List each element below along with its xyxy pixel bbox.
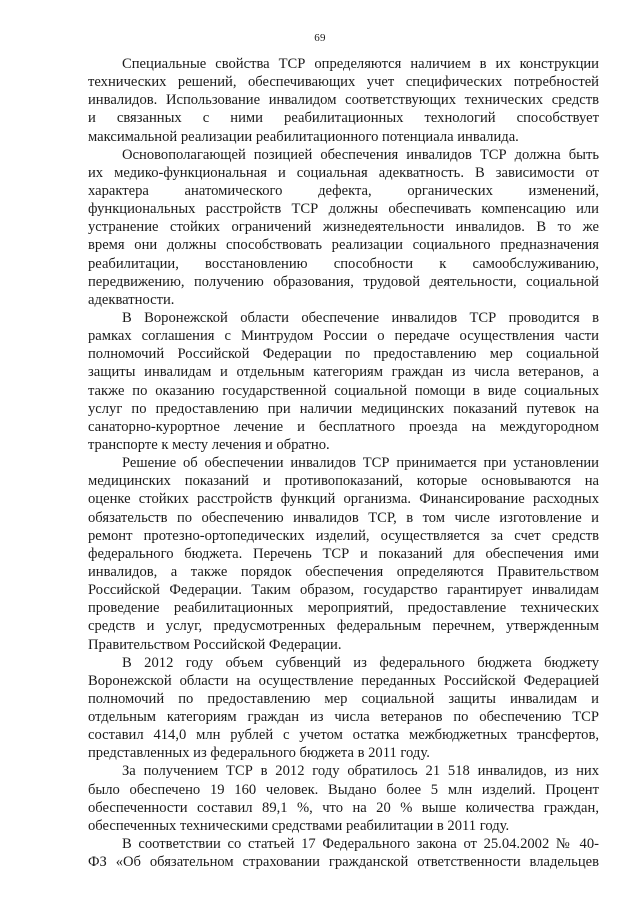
text-line: отдельным категориям граждан из числа ветеранов по обеспечению ТСР: [88, 709, 599, 726]
text-line: федерального бюджета. Перечень ТСР и показаний для обеспечения ими: [88, 545, 599, 562]
text-line: обеспеченных техническими средствами реабилитации в 2011 году.: [88, 817, 510, 834]
text-line: их медико-функциональная и социальная адекватность. В зависимости от: [88, 164, 599, 181]
paragraph-tsr-special-properties: [88, 55, 599, 146]
text-line: медицинских показаний и противопоказаний, которые основываются на: [88, 473, 599, 490]
text-line: характера анатомического дефекта, органических изменений,: [88, 182, 599, 199]
text-line: Российской Федерации. Таким образом, государство гарантирует инвалидам: [88, 582, 599, 599]
text-line: защиты инвалидам и отдельным категориям граждан из числа ветеранов, а: [88, 364, 599, 381]
text-line: транспорте к месту лечения и обратно.: [88, 436, 330, 453]
document-body: [88, 55, 599, 871]
text-line: проведение реабилитационных мероприятий, предоставление технических: [88, 600, 599, 617]
text-line: максимальной реализации реабилитационного потенциала инвалида.: [88, 128, 519, 145]
text-line: также по оказанию государственной социальной помощи в виде социальных: [88, 382, 599, 399]
text-line: Специальные свойства ТСР определяются наличием в их конструкции: [122, 56, 599, 72]
paragraph-tsr-adequacy: [88, 146, 599, 309]
paragraph-2012-statistics: [88, 762, 599, 835]
text-line: оценке стойких расстройств функций организма. Финансирование расходных: [88, 491, 599, 508]
paragraph-tsr-decision: [88, 454, 599, 654]
text-line: полномочий Российской Федерации по предоставлению мер социальной: [88, 346, 599, 363]
text-line: Решение об обеспечении инвалидов ТСР принимается при установлении: [122, 455, 599, 472]
text-line: За получением ТСР в 2012 году обратилось 21 518 инвалидов, из них: [122, 763, 599, 780]
text-line: время они должны способствовать реализации социального предназначения: [88, 237, 599, 254]
text-line: представленных из федерального бюджета в 2011 году.: [88, 745, 430, 762]
paragraph-federal-law-reference: [88, 835, 599, 871]
text-line: функциональных расстройств ТСР должны обеспечивать компенсацию или: [88, 201, 599, 218]
page-number: 69: [314, 32, 326, 44]
text-line: ремонт протезно-ортопедических изделий, осуществляется за счет средств: [88, 527, 599, 544]
text-line: В соответствии со статьей 17 Федерального закона от 25.04.2002 № 40-: [122, 836, 599, 853]
text-line: технических решений, обеспечивающих учет специфических потребностей: [88, 74, 599, 91]
paragraph-2012-subventions: [88, 654, 599, 763]
text-line: инвалидов. Использование инвалидом соответствующих технических средств: [88, 92, 599, 109]
text-line: Правительством Российской Федерации.: [88, 636, 342, 653]
text-line: инвалидов, а также порядок обеспечения определяются Правительством: [88, 563, 599, 580]
text-line: Основополагающей позицией обеспечения инвалидов ТСР должна быть: [122, 146, 599, 163]
text-line: было обеспечено 19 160 человек. Выдано более 5 млн изделий. Процент: [88, 781, 599, 798]
text-line: устранение стойких ограничений жизнедеятельности инвалидов. В то же: [88, 219, 599, 236]
text-line: В Воронежской области обеспечение инвалидов ТСР проводится в: [122, 309, 599, 326]
text-line: составил 414,0 млн рублей с учетом остатка межбюджетных трансфертов,: [88, 727, 599, 744]
text-line: и связанных с ними реабилитационных технологий способствует: [88, 110, 599, 127]
text-line: ФЗ «Об обязательном страховании гражданской ответственности владельцев: [88, 854, 599, 871]
text-line: обязательств по обеспечению инвалидов ТСР, в том числе изготовление и: [88, 509, 599, 526]
text-line: адекватности.: [88, 291, 175, 308]
text-line: Воронежской области на осуществление переданных Российской Федерацией: [88, 672, 599, 689]
text-line: рамках соглашения с Минтрудом России о передаче осуществления части: [88, 328, 599, 345]
text-line: услуг по предоставлению при наличии медицинских показаний путевок на: [88, 400, 599, 417]
text-line: В 2012 году объем субвенций из федерального бюджета бюджету: [122, 654, 599, 671]
text-line: средств и услуг, предусмотренных федеральным перечнем, утвержденным: [88, 618, 599, 635]
paragraph-voronezh-provision: [88, 309, 599, 454]
text-line: реабилитации, восстановлению способности к самообслуживанию,: [88, 255, 599, 272]
text-line: обеспеченности составил 89,1 %, что на 20 % выше количества граждан,: [88, 799, 599, 816]
text-line: передвижению, получению образования, трудовой деятельности, социальной: [88, 273, 599, 290]
text-line: полномочий по предоставлению мер социальной защиты инвалидам и: [88, 690, 599, 707]
text-line: санаторно-курортное лечение и бесплатного проезда на междугородном: [88, 418, 599, 435]
